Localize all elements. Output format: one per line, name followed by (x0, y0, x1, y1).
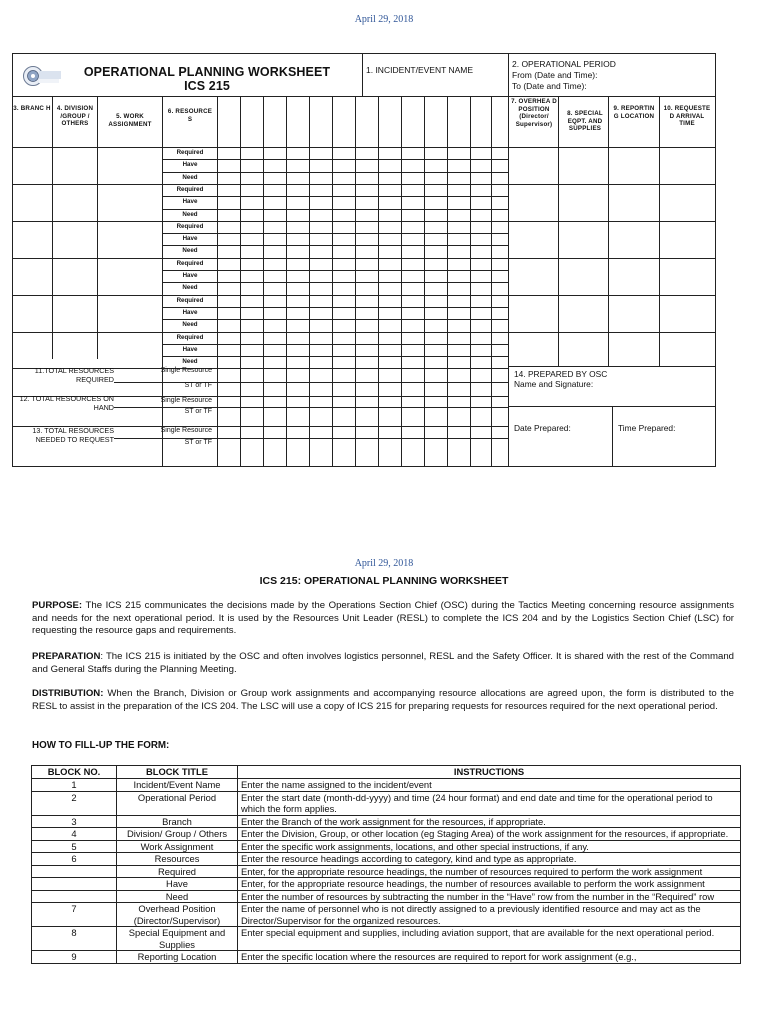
block-no-cell: 5 (32, 840, 117, 853)
right-group-line (508, 258, 716, 259)
header-block-no: BLOCK NO. (32, 766, 117, 779)
table-row (32, 779, 741, 792)
row-label-required: Required (176, 149, 204, 156)
instructions-cell: Enter the number of resources by subtracting the number in the “Have” row from the number in the “Required” row (238, 890, 741, 903)
distribution-text: When the Branch, Division or Group work assignments and accompanying resource allocations are agreed upon, the form is distributed to the RESL to assist in the preparation of the ICS 204. The LSC will use a copy of ICS 215 for preparing requests for resources required for the next operational period. (32, 688, 734, 712)
doc-title: ICS 215: OPERATIONAL PLANNING WORKSHEET (259, 575, 509, 587)
block-title-cell: Resources (117, 853, 238, 866)
grid-row-line (162, 319, 508, 320)
block-no-cell (32, 878, 117, 891)
block-title-cell: Division/ Group / Others (117, 828, 238, 841)
grid-row-line (162, 233, 508, 234)
col-work-header: 5. WORK ASSIGNMENT (108, 113, 152, 128)
row-label-required: Required (176, 333, 204, 341)
table-row (32, 903, 741, 927)
incident-name-label: 1. INCIDENT/EVENT NAME (366, 65, 474, 75)
right-group-line (508, 221, 716, 222)
row-label-have: Have (182, 308, 198, 316)
block-no-cell (32, 890, 117, 903)
row-label-need: Need (182, 173, 198, 181)
form-title-line1: OPERATIONAL PLANNING WORKSHEET (83, 65, 331, 79)
grid-row-line (162, 209, 508, 210)
table-row (32, 890, 741, 903)
grid-row-line (162, 172, 508, 173)
instructions-cell: Enter, for the appropriate resource headings, the number of resources required to perform the work assignment (238, 865, 741, 878)
block-title-cell: Required (117, 865, 238, 878)
st-or-tf-label: ST or TF (184, 439, 212, 446)
header-date: April 29, 2018 (354, 14, 414, 25)
time-prepared-label: Time Prepared: (618, 423, 676, 433)
grid-row-line (162, 356, 508, 357)
grid-row-line (12, 221, 508, 222)
row-label-need: Need (182, 321, 198, 329)
total-needed-label: 13. TOTAL RESOURCES NEEDED TO REQUEST (32, 426, 114, 444)
grid-row-line (12, 332, 508, 333)
total-onhand-label: 12. TOTAL RESOURCES ON HAND (19, 394, 114, 412)
block-title-cell: Branch (117, 815, 238, 828)
header-date-page2: April 29, 2018 (354, 558, 414, 569)
row-label-required: Required (176, 222, 204, 230)
table-row (32, 927, 741, 951)
table-row (32, 951, 741, 964)
block-no-cell: 2 (32, 791, 117, 815)
single-resource-label: Single Resource (160, 427, 212, 434)
instructions-table (31, 765, 741, 964)
block-title-cell: Operational Period (117, 791, 238, 815)
right-group-line (508, 332, 716, 333)
row-label-have: Have (182, 198, 198, 206)
total-required-label: 11.TOTAL RESOURCES REQUIRED (34, 366, 114, 384)
col-resources-header: 6. RESOURCE S (167, 108, 213, 123)
grid-row-line (12, 147, 508, 148)
col-division-header: 4. DIVISION /GROUP / OTHERS (56, 105, 94, 127)
grid-row-line (162, 307, 508, 308)
block-no-cell: 4 (32, 828, 117, 841)
instructions-cell: Enter, for the appropriate resource headings, the number of resources available to perform the work assignment (238, 878, 741, 891)
st-or-tf-label: ST or TF (184, 408, 212, 415)
header-block-title: BLOCK TITLE (117, 766, 238, 779)
block-title-cell: Reporting Location (117, 951, 238, 964)
instructions-cell: Enter the specific work assignments, locations, and other special instructions, if any. (238, 840, 741, 853)
table-row (32, 791, 741, 815)
row-label-have: Have (182, 272, 198, 279)
row-label-have: Have (182, 161, 198, 169)
col-requested-header: 10. REQUESTE D ARRIVAL TIME (663, 105, 711, 127)
instructions-cell: Enter the Branch of the work assignment for the resources, if appropriate. (238, 815, 741, 828)
row-label-need: Need (182, 358, 198, 366)
row-label-have: Have (182, 235, 198, 243)
row-label-need: Need (182, 284, 198, 292)
table-header-row (32, 766, 741, 779)
row-label-need: Need (182, 247, 198, 255)
col-overhead-header: 7. OVERHEA D POSITION (Director/ Supervisor) (511, 98, 557, 128)
preparation-text: : The ICS 215 is initiated by the OSC and often involves logistics personnel, RESL and the Safety Officer. It is shared with the rest of the Command and General Staffs during the Planning Meeting. (32, 651, 734, 675)
block-no-cell: 1 (32, 779, 117, 792)
block-no-cell: 9 (32, 951, 117, 964)
single-resource-label: Single Resource (160, 397, 212, 404)
row-label-have: Have (182, 345, 198, 353)
table-row (32, 878, 741, 891)
block-title-cell: Overhead Position (Director/Supervisor) (117, 903, 238, 927)
table-row (32, 865, 741, 878)
block-title-cell: Special Equipment and Supplies (117, 927, 238, 951)
purpose-text: The ICS 215 communicates the decisions made by the Operations Section Chief (OSC) during the Tactics Meeting concerning resource assignments and needs for the next operational period. It is used by the Resources Unit Leader (RESL) to complete the ICS 204 and by the Logistics Section Chief (LSC) for requesting the resource gaps and requirements. (32, 600, 734, 636)
form-title-line2: ICS 215 (184, 79, 230, 93)
grid-row-line (162, 245, 508, 246)
instructions-cell: Enter the specific location where the resources are required to report for work assignment (e.g., (238, 951, 741, 964)
grid-row-line (12, 258, 508, 259)
header-instructions: INSTRUCTIONS (238, 766, 741, 779)
block-no-cell: 8 (32, 927, 117, 951)
block-no-cell: 7 (32, 903, 117, 927)
block-no-cell: 3 (32, 815, 117, 828)
howto-heading: HOW TO FILL-UP THE FORM: (32, 740, 170, 751)
block-no-cell: 6 (32, 853, 117, 866)
name-signature-label: Name and Signature: (514, 379, 594, 389)
block-title-cell: Have (117, 878, 238, 891)
purpose-paragraph (32, 600, 734, 638)
instructions-cell: Enter special equipment and supplies, including aviation support, that are available for the next operational period. (238, 927, 741, 951)
table-row (32, 828, 741, 841)
distribution-paragraph (32, 688, 734, 713)
purpose-label: PURPOSE: (32, 600, 83, 611)
op-from-label: From (Date and Time): (512, 70, 598, 80)
row-label-need: Need (182, 210, 198, 218)
row-label-required: Required (176, 185, 204, 193)
block-no-cell (32, 865, 117, 878)
op-period-label: 2. OPERATIONAL PERIOD (512, 59, 616, 69)
row-label-required: Required (176, 259, 204, 267)
prepared-by-label: 14. PREPARED BY OSC (514, 369, 608, 379)
col-branch-header: 3. BRANC H (13, 105, 51, 112)
instructions-cell: Enter the resource headings according to category, kind and type as appropriate. (238, 853, 741, 866)
preparation-paragraph (32, 651, 734, 676)
right-group-line (508, 184, 716, 185)
block-title-cell: Work Assignment (117, 840, 238, 853)
col-reporting-header: 9. REPORTIN G LOCATION (613, 105, 655, 120)
grid-row-line (162, 270, 508, 271)
grid-row-line (12, 184, 508, 185)
instructions-cell: Enter the name assigned to the incident/event (238, 779, 741, 792)
row-label-required: Required (176, 296, 204, 304)
table-row (32, 840, 741, 853)
op-to-label: To (Date and Time): (512, 81, 587, 91)
table-row (32, 853, 741, 866)
ics215-form (12, 53, 716, 467)
grid-row-line (162, 196, 508, 197)
grid-row-line (162, 159, 508, 160)
preparation-label: PREPARATION (32, 651, 101, 662)
date-prepared-label: Date Prepared: (514, 423, 571, 433)
grid-row-line (12, 295, 508, 296)
single-resource-label: Single Resource (160, 367, 212, 374)
instructions-cell: Enter the Division, Group, or other location (eg Staging Area) of the work assignment for the resources, if appropriate. (238, 828, 741, 841)
instructions-cell: Enter the name of personnel who is not directly assigned to a previously identified resource and may act as the Director/Supervisor for the organized resources. (238, 903, 741, 927)
block-title-cell: Need (117, 890, 238, 903)
form-title (32, 65, 382, 93)
grid-row-line (162, 282, 508, 283)
grid-row-line (162, 344, 508, 345)
instructions-cell: Enter the start date (month-dd-yyyy) and time (24 hour format) and end date and time for the operational period to which the form applies. (238, 791, 741, 815)
distribution-label: DISTRIBUTION: (32, 688, 104, 699)
col-special-header: 8. SPECIAL EQPT. AND SUPPLIES (567, 110, 603, 132)
table-row (32, 815, 741, 828)
st-or-tf-label: ST or TF (184, 382, 212, 389)
block-title-cell: Incident/Event Name (117, 779, 238, 792)
right-group-line (508, 295, 716, 296)
